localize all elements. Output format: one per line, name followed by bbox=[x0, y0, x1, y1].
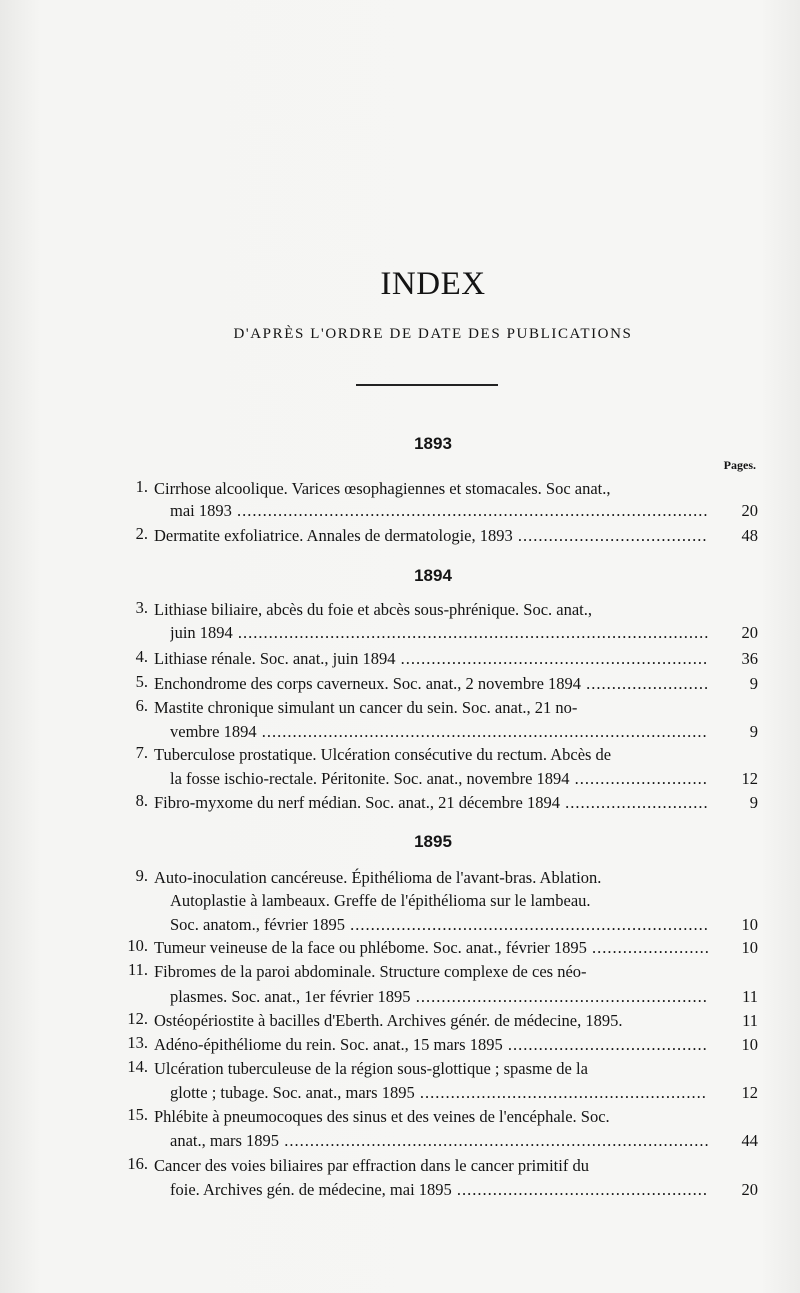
title-rule bbox=[356, 384, 498, 386]
entry-page: 10 bbox=[741, 938, 758, 957]
entry-line: Cancer des voies biliaires par effraction dans le cancer primitif du bbox=[154, 1156, 589, 1175]
entry-number: 11. bbox=[127, 960, 148, 979]
entry-page: 12 bbox=[741, 1083, 758, 1102]
year-heading: 1893 bbox=[414, 434, 452, 453]
entry-number: 16. bbox=[127, 1154, 148, 1173]
entry-line: Lithiase rénale. Soc. anat., juin 1894 ..... bbox=[154, 647, 708, 671]
entry-number: 10. bbox=[127, 936, 148, 955]
entry-number: 9. bbox=[135, 866, 148, 885]
entry-line: mai 1893 ..... bbox=[170, 499, 708, 523]
entry-line: Cirrhose alcoolique. Varices œsophagiennes et stomacales. Soc anat., bbox=[154, 479, 611, 498]
page-title: INDEX bbox=[380, 266, 486, 302]
entry-page: 20 bbox=[741, 501, 758, 520]
entry-line: Ulcération tuberculeuse de la région sous-glottique ; spasme de la bbox=[154, 1059, 588, 1078]
entry-number: 15. bbox=[127, 1105, 148, 1124]
entry-page: 20 bbox=[741, 1180, 758, 1199]
entry-line: Dermatite exfoliatrice. Annales de dermatologie, 1893 ..... bbox=[154, 524, 708, 548]
entry-line: Phlébite à pneumocoques des sinus et des veines de l'encéphale. Soc. bbox=[154, 1107, 610, 1126]
pages-column-label: Pages. bbox=[723, 458, 756, 472]
entry-line: Fibromes de la paroi abdominale. Structure complexe de ces néo- bbox=[154, 962, 587, 981]
entry-page: 12 bbox=[741, 769, 758, 788]
entry-page: 48 bbox=[741, 526, 758, 545]
entry-number: 8. bbox=[135, 791, 148, 810]
entry-line: Tuberculose prostatique. Ulcération consécutive du rectum. Abcès de bbox=[154, 745, 612, 764]
entry-line: Autoplastie à lambeaux. Greffe de l'épithélioma sur le lambeau. bbox=[170, 891, 591, 910]
entry-number: 14. bbox=[127, 1057, 148, 1076]
entry-page: 10 bbox=[741, 1035, 758, 1054]
entry-page: 9 bbox=[749, 674, 758, 693]
entry-line: Auto-inoculation cancéreuse. Épithélioma de l'avant-bras. Ablation. bbox=[154, 868, 602, 887]
entry-line: juin 1894 ..... bbox=[170, 621, 708, 645]
entry-page: 11 bbox=[742, 987, 758, 1006]
entry-number: 1. bbox=[135, 477, 148, 496]
entry-line: foie. Archives gén. de médecine, mai 1895 ..... bbox=[170, 1178, 708, 1202]
entry-line: vembre 1894 ..... bbox=[170, 720, 708, 744]
entry-number: 7. bbox=[135, 743, 148, 762]
entry-line: Enchondrome des corps caverneux. Soc. anat., 2 novembre 1894 ..... bbox=[154, 672, 708, 696]
entry-line: plasmes. Soc. anat., 1er février 1895 ..... bbox=[170, 985, 708, 1009]
year-heading: 1895 bbox=[414, 832, 452, 851]
entry-line: Ostéopériostite à bacilles d'Eberth. Archives génér. de médecine, 1895. bbox=[154, 1011, 623, 1030]
entry-line: glotte ; tubage. Soc. anat., mars 1895 ..... bbox=[170, 1081, 708, 1105]
entry-page: 36 bbox=[741, 649, 758, 668]
entry-line: la fosse ischio-rectale. Péritonite. Soc. anat., novembre 1894 ..... bbox=[170, 767, 708, 791]
entry-number: 5. bbox=[135, 672, 148, 691]
entry-line: Adéno-épithéliome du rein. Soc. anat., 15 mars 1895 ..... bbox=[154, 1033, 708, 1057]
entry-page: 11 bbox=[742, 1011, 758, 1030]
entry-number: 3. bbox=[135, 598, 148, 617]
entry-number: 12. bbox=[127, 1009, 148, 1028]
year-heading: 1894 bbox=[414, 566, 452, 585]
entry-line: Tumeur veineuse de la face ou phlébome. Soc. anat., février 1895 ..... bbox=[154, 936, 708, 960]
entry-page: 20 bbox=[741, 623, 758, 642]
page-subtitle: D'APRÈS L'ORDRE DE DATE DES PUBLICATIONS bbox=[233, 326, 633, 342]
entry-page: 9 bbox=[749, 793, 758, 812]
entry-number: 6. bbox=[135, 696, 148, 715]
entry-page: 10 bbox=[741, 915, 758, 934]
entry-page: 9 bbox=[749, 722, 758, 741]
entry-number: 13. bbox=[127, 1033, 148, 1052]
entry-page: 44 bbox=[741, 1131, 758, 1150]
entry-number: 2. bbox=[135, 524, 148, 543]
entry-number: 4. bbox=[135, 647, 148, 666]
entry-line: Mastite chronique simulant un cancer du sein. Soc. anat., 21 no- bbox=[154, 698, 578, 717]
entry-line: Fibro-myxome du nerf médian. Soc. anat., 21 décembre 1894 ..... bbox=[154, 791, 708, 815]
entry-line: anat., mars 1895 ..... bbox=[170, 1129, 708, 1153]
entry-line: Lithiase biliaire, abcès du foie et abcès sous-phrénique. Soc. anat., bbox=[154, 600, 593, 619]
entry-line: Soc. anatom., février 1895 ..... bbox=[170, 913, 708, 937]
